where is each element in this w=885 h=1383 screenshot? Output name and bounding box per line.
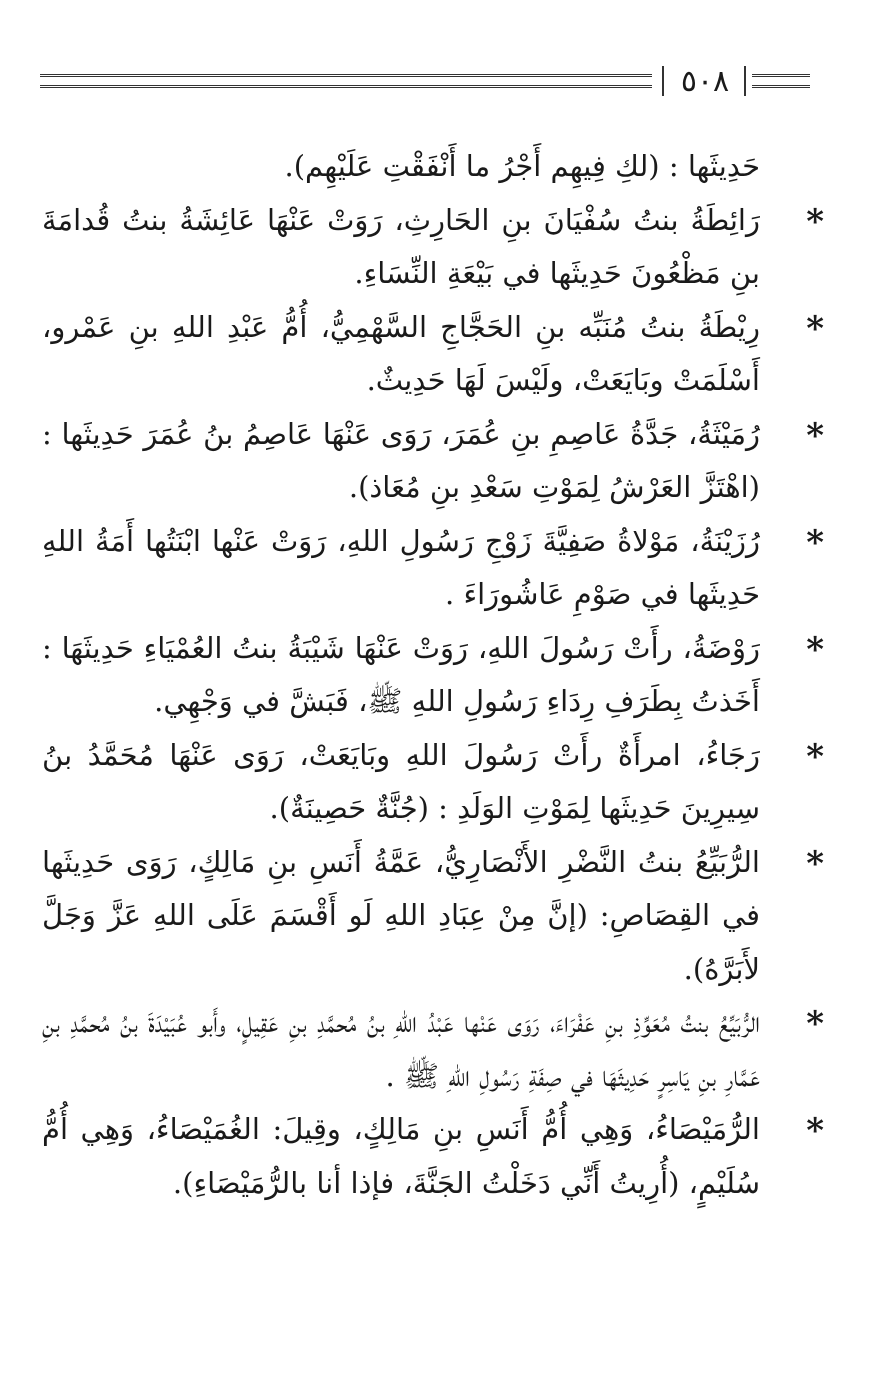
asterisk-bullet: *	[806, 201, 824, 242]
asterisk-bullet: *	[806, 629, 824, 670]
header-rule-separator	[662, 66, 664, 96]
page-header	[40, 62, 810, 108]
list-item	[42, 996, 824, 1103]
page-body	[42, 140, 824, 1210]
page-number: ٥٠٨	[680, 64, 730, 99]
asterisk-bullet: *	[806, 522, 824, 563]
entry-continuation: حَدِيثَها : (لكِ فِيهِم أَجْرُ ما أَنْفَقْتِ عَلَيْهِم).	[284, 149, 760, 183]
asterisk-bullet: *	[806, 415, 824, 456]
entry-text: رَوْضَةُ، رأَتْ رَسُولَ اللهِ، رَوَتْ عَنْهَا شَيْبَةُ بنتُ العُمْيَاءِ حَدِيثَهَا : أَخَذتُ بِطَرَفِ رِدَاءِ رَسُولِ اللهِ ﷺ، فَبَشَّ في وَجْهِي.	[42, 630, 760, 718]
entry-text: الرُّبَيِّعُ بنتُ النَّضْرِ الأَنْصَارِيُّ، عَمَّةُ أَنَسِ بنِ مَالِكٍ، رَوَى حَدِيثَها في القِصَاصِ: (إنَّ مِنْ عِبَادِ اللهِ لَو أَقْسَمَ عَلَى اللهِ عَزَّ وَجَلَّ لأَبَرَّهُ).	[42, 844, 760, 986]
entry-text: الرُّبَيِّعُ بنتُ مُعَوِّذِ بنِ عَفْرَاءَ، رَوَى عَنْها عَبْدُ اللهِ بنُ مُحمَّدِ بنِ عَقِيلٍ، وأَبو عُبَيْدَةَ بنُ مُحمَّدِ بنِ عَمَّارِ بنِ يَاسِرٍ حَدِيثَهَا في صِفَةِ رَسُولِ اللهِ ﷺ .	[42, 1005, 760, 1093]
list-item	[42, 622, 824, 729]
list-item	[42, 301, 824, 408]
asterisk-bullet: *	[806, 308, 824, 349]
entry-text: رَائِطَةُ بنتُ سُفْيَانَ بنِ الحَارِثِ، رَوَتْ عَنْهَا عَائِشَةُ بنتُ قُدامَةَ بنِ مَظْعُونَ حَدِيثَها في بَيْعَةِ النِّسَاءِ.	[42, 202, 760, 290]
entry-text: رُمَيْثَةُ، جَدَّةُ عَاصِمِ بنِ عُمَرَ، رَوَى عَنْهَا عَاصِمُ بنُ عُمَرَ حَدِيثَها : (اهْتَزَّ العَرْشُ لِمَوْتِ سَعْدِ بنِ مُعَاذ).	[42, 416, 760, 504]
asterisk-bullet: *	[806, 843, 824, 884]
header-rule-separator	[744, 66, 746, 96]
list-item	[42, 729, 824, 836]
list-item	[42, 836, 824, 997]
list-item	[42, 515, 824, 622]
list-item	[42, 194, 824, 301]
asterisk-bullet: *	[806, 736, 824, 777]
entry-text: رَجَاءُ، امرأَةٌ رأَتْ رَسُولَ اللهِ وبَايَعَتْ، رَوَى عَنْهَا مُحَمَّدُ بنُ سِيرِينَ حَدِيثَها لِمَوْتِ الوَلَدِ : (جُنَّةٌ حَصِينَةٌ).	[42, 737, 760, 825]
asterisk-bullet: *	[806, 1004, 824, 1044]
entry-text: رُزَيْنَةُ، مَوْلاةُ صَفِيَّةَ زَوْجِ رَسُولِ اللهِ، رَوَتْ عَنْها ابْنَتُها أَمَةُ اللهِ حَدِيثَها في صَوْمِ عَاشُورَاءَ .	[42, 523, 760, 611]
asterisk-bullet: *	[806, 1111, 824, 1151]
header-rule-right	[752, 74, 810, 88]
entry-text: رِيْطَةُ بنتُ مُنَبِّه بنِ الحَجَّاجِ السَّهْمِيُّ، أُمُّ عَبْدِ اللهِ بنِ عَمْرو، أَسْلَمَتْ وبَايَعَتْ، ولَيْسَ لَهَا حَدِيثٌ.	[42, 309, 760, 397]
list-item	[42, 1103, 824, 1210]
entry-text: الرُّمَيْصَاءُ، وَهِي أُمُّ أَنَسِ بنِ مَالِكٍ، وقِيلَ: الغُمَيْصَاءُ، وَهِي أُمُّ سُلَيْمٍ، (أُرِيتُ أَنِّي دَخَلْتُ الجَنَّةَ، فإذا أنا بالرُّمَيْصَاءِ).	[42, 1112, 760, 1200]
list-item	[42, 408, 824, 515]
header-rule-left	[40, 74, 652, 88]
